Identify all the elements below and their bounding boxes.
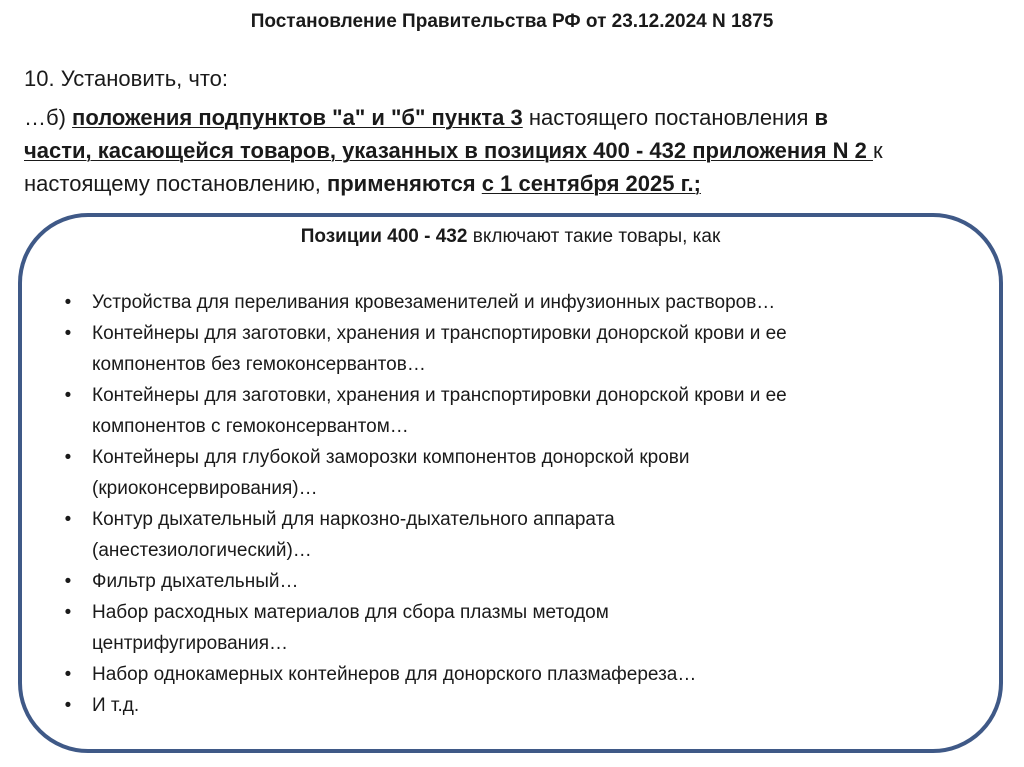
goods-list-item-line: И т.д. xyxy=(92,695,140,716)
bullet-icon: • xyxy=(64,695,72,716)
goods-list-item xyxy=(62,659,972,690)
clause-applied: применяются xyxy=(326,171,476,196)
goods-list-item xyxy=(62,566,972,597)
goods-list-item xyxy=(62,504,972,566)
panel-heading xyxy=(22,223,999,251)
goods-list-item-line: Контейнеры для заготовки, хранения и транспортировки донорской крови и ее xyxy=(92,385,787,406)
bullet-icon: • xyxy=(64,664,72,685)
bullet-icon: • xyxy=(64,571,72,592)
goods-list-item-line: Фильтр дыхательный… xyxy=(92,571,299,592)
clause-line-1 xyxy=(24,101,1004,134)
goods-list xyxy=(62,287,972,721)
goods-list-item-line: Набор однокамерных контейнеров для донорского плазмафереза… xyxy=(92,664,697,685)
document-title: Постановление Правительства РФ от 23.12.2024 N 1875 xyxy=(250,11,774,32)
clause-goods-positions: части, касающейся товаров, указанных в позициях 400 - 432 приложения N 2 xyxy=(24,138,873,163)
bullet-icon: • xyxy=(64,602,72,623)
positions-panel xyxy=(18,213,1003,753)
goods-list-item-line: компонентов без гемоконсервантов… xyxy=(92,354,426,375)
bullet-icon: • xyxy=(64,323,72,344)
clause-subparagraph-reference: положения подпунктов "а" и "б" пункта 3 xyxy=(72,105,523,130)
clause-prefix: …б) xyxy=(24,105,73,130)
bullet-icon: • xyxy=(64,385,72,406)
bullet-icon: • xyxy=(64,292,72,313)
goods-list-item xyxy=(62,690,972,721)
goods-list-item-line: Контур дыхательный для наркозно-дыхательного аппарата xyxy=(92,509,615,530)
goods-list-item-line: (анестезиологический)… xyxy=(92,540,312,561)
clause-connector: настоящего постановления xyxy=(522,105,815,130)
goods-list-item-line: (криоконсервирования)… xyxy=(92,478,318,499)
clause-part-word: в xyxy=(814,105,829,130)
goods-list-item-line: Контейнеры для заготовки, хранения и транспортировки донорской крови и ее xyxy=(92,323,787,344)
goods-list-item-line: Устройства для переливания кровезаменителей и инфузионных растворов… xyxy=(92,292,776,313)
goods-list-item xyxy=(62,442,972,504)
goods-list-item xyxy=(62,597,972,659)
clause-text xyxy=(24,101,1004,200)
goods-list-item xyxy=(62,287,972,318)
bullet-icon: • xyxy=(64,447,72,468)
goods-list-item-line: Набор расходных материалов для сбора плазмы методом xyxy=(92,602,609,623)
clause-effective-date: с 1 сентября 2025 г.; xyxy=(481,171,701,196)
panel-heading-positions: Позиции 400 - 432 xyxy=(300,226,468,247)
goods-list-item-line: центрифугирования… xyxy=(92,633,289,654)
clause-line-2 xyxy=(24,134,1004,167)
clause-connector-2: к xyxy=(873,138,883,163)
clause-intro: 10. Установить, что: xyxy=(24,66,229,91)
goods-list-item-line: Контейнеры для глубокой заморозки компонентов донорской крови xyxy=(92,447,690,468)
goods-list-item xyxy=(62,380,972,442)
goods-list-item xyxy=(62,318,972,380)
bullet-icon: • xyxy=(64,509,72,530)
clause-line-3 xyxy=(24,167,1004,200)
clause-line3-start: настоящему постановлению, xyxy=(24,171,327,196)
goods-list-item-line: компонентов с гемоконсервантом… xyxy=(92,416,409,437)
panel-heading-rest: включают такие товары, как xyxy=(467,226,721,247)
